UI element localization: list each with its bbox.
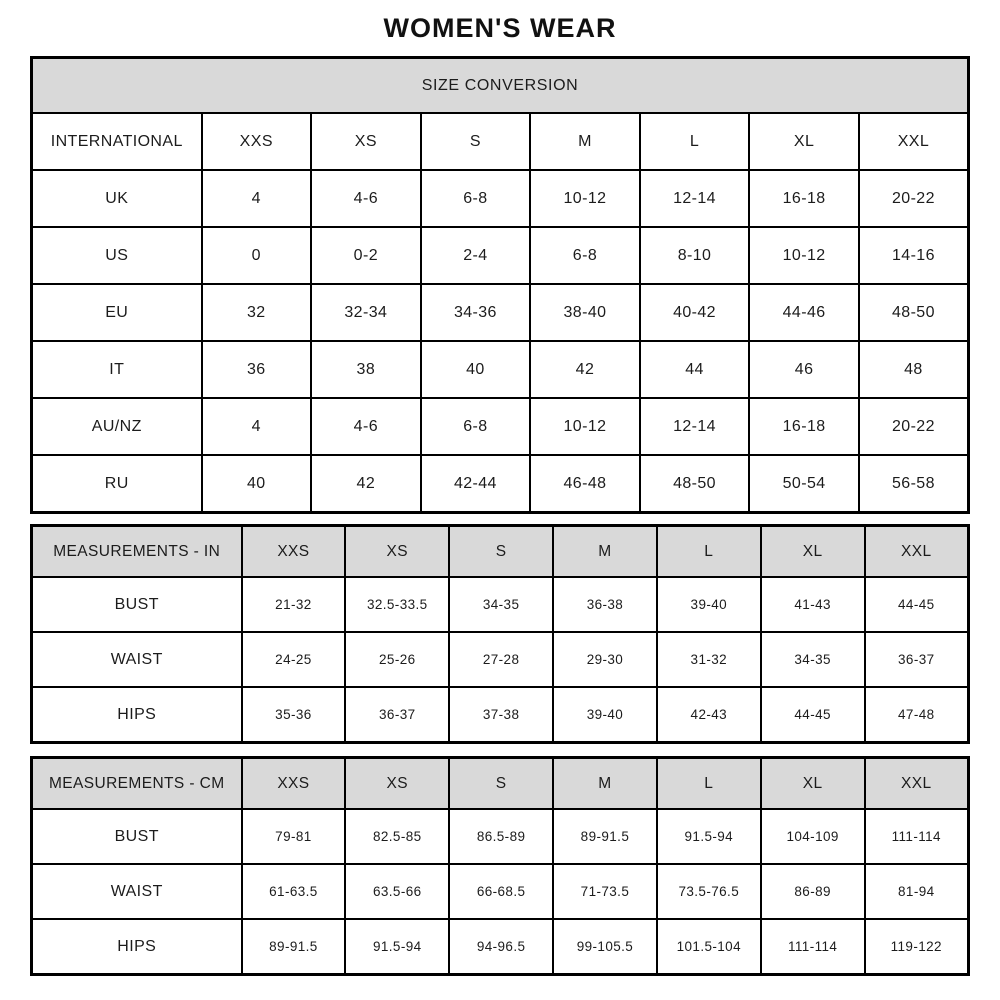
measurement-value: 99-105.5 xyxy=(553,919,657,975)
measurement-value: 29-30 xyxy=(553,632,657,687)
measurement-value: 34-35 xyxy=(761,632,865,687)
measurements-title: MEASUREMENTS - IN xyxy=(32,526,242,578)
measurements-cm-body xyxy=(32,758,969,975)
measurement-value: 61-63.5 xyxy=(242,864,346,919)
size-value: 8-10 xyxy=(640,227,750,284)
size-column-header: XXS xyxy=(242,526,346,578)
measurement-value: 37-38 xyxy=(449,687,553,743)
size-column-header: XXS xyxy=(242,758,346,810)
measurements-header-row xyxy=(32,758,969,810)
size-value: 46 xyxy=(749,341,859,398)
measurement-value: 24-25 xyxy=(242,632,346,687)
measurement-value: 39-40 xyxy=(553,687,657,743)
size-value: 44-46 xyxy=(749,284,859,341)
measurement-value: 63.5-66 xyxy=(345,864,449,919)
measurement-value: 36-38 xyxy=(553,577,657,632)
size-column-header: L xyxy=(657,758,761,810)
size-value: 42-44 xyxy=(421,455,531,513)
measurement-value: 86-89 xyxy=(761,864,865,919)
measurement-value: 47-48 xyxy=(865,687,969,743)
size-conversion-title-row xyxy=(32,58,969,114)
size-value: 10-12 xyxy=(530,170,640,227)
size-conversion-body xyxy=(32,113,969,513)
size-value: 12-14 xyxy=(640,398,750,455)
measurement-value: 31-32 xyxy=(657,632,761,687)
size-column-header: S xyxy=(449,758,553,810)
size-value: 6-8 xyxy=(421,170,531,227)
size-value: 32 xyxy=(202,284,312,341)
size-column-header: XXL xyxy=(859,113,969,170)
size-value: 0-2 xyxy=(311,227,421,284)
measurement-value: 82.5-85 xyxy=(345,809,449,864)
measurement-row xyxy=(32,632,969,687)
size-value: 44 xyxy=(640,341,750,398)
measurement-value: 91.5-94 xyxy=(345,919,449,975)
measurement-value: 111-114 xyxy=(865,809,969,864)
region-label: UK xyxy=(32,170,202,227)
measurement-value: 71-73.5 xyxy=(553,864,657,919)
size-column-header: L xyxy=(640,113,750,170)
measurement-value: 89-91.5 xyxy=(553,809,657,864)
size-column-header: XL xyxy=(761,758,865,810)
size-value: 20-22 xyxy=(859,170,969,227)
measurement-value: 94-96.5 xyxy=(449,919,553,975)
size-column-header: XS xyxy=(311,113,421,170)
size-value: 12-14 xyxy=(640,170,750,227)
measurements-title: MEASUREMENTS - CM xyxy=(32,758,242,810)
size-value: 56-58 xyxy=(859,455,969,513)
size-conversion-table xyxy=(30,56,970,514)
measurements-header-row xyxy=(32,526,969,578)
size-conversion-row xyxy=(32,284,969,341)
size-value: 38 xyxy=(311,341,421,398)
size-column-header: XS xyxy=(345,526,449,578)
measurement-value: 104-109 xyxy=(761,809,865,864)
size-value: 46-48 xyxy=(530,455,640,513)
measurement-value: 25-26 xyxy=(345,632,449,687)
measurement-value: 91.5-94 xyxy=(657,809,761,864)
measurement-value: 119-122 xyxy=(865,919,969,975)
size-column-header: M xyxy=(553,758,657,810)
measurement-value: 21-32 xyxy=(242,577,346,632)
size-conversion-title: SIZE CONVERSION xyxy=(32,58,969,114)
size-value: 50-54 xyxy=(749,455,859,513)
size-value: 6-8 xyxy=(421,398,531,455)
size-value: 38-40 xyxy=(530,284,640,341)
measurement-label: HIPS xyxy=(32,919,242,975)
size-column-header: XL xyxy=(761,526,865,578)
measurement-value: 44-45 xyxy=(865,577,969,632)
measurements-in-body xyxy=(32,526,969,743)
size-value: 40-42 xyxy=(640,284,750,341)
size-column-header-row xyxy=(32,113,969,170)
size-conversion-row xyxy=(32,455,969,513)
size-value: 48-50 xyxy=(859,284,969,341)
size-conversion-row xyxy=(32,227,969,284)
measurement-label: BUST xyxy=(32,577,242,632)
measurement-row xyxy=(32,919,969,975)
size-column-header: XXS xyxy=(202,113,312,170)
page-title: WOMEN'S WEAR xyxy=(383,13,617,43)
region-label: RU xyxy=(32,455,202,513)
size-value: 4 xyxy=(202,398,312,455)
size-value: 48-50 xyxy=(640,455,750,513)
size-value: 16-18 xyxy=(749,170,859,227)
measurement-value: 34-35 xyxy=(449,577,553,632)
measurement-value: 39-40 xyxy=(657,577,761,632)
measurement-value: 36-37 xyxy=(865,632,969,687)
size-value: 42 xyxy=(530,341,640,398)
measurement-value: 44-45 xyxy=(761,687,865,743)
region-label: US xyxy=(32,227,202,284)
size-column-header: XS xyxy=(345,758,449,810)
measurement-value: 86.5-89 xyxy=(449,809,553,864)
measurement-value: 27-28 xyxy=(449,632,553,687)
measurement-value: 41-43 xyxy=(761,577,865,632)
size-value: 40 xyxy=(421,341,531,398)
size-conversion-row xyxy=(32,170,969,227)
measurement-value: 101.5-104 xyxy=(657,919,761,975)
measurement-row xyxy=(32,577,969,632)
measurement-value: 32.5-33.5 xyxy=(345,577,449,632)
measurement-value: 111-114 xyxy=(761,919,865,975)
region-label: IT xyxy=(32,341,202,398)
size-value: 36 xyxy=(202,341,312,398)
size-column-header: XL xyxy=(749,113,859,170)
size-conversion-row xyxy=(32,341,969,398)
measurement-value: 73.5-76.5 xyxy=(657,864,761,919)
measurement-value: 89-91.5 xyxy=(242,919,346,975)
size-column-header: XXL xyxy=(865,758,969,810)
size-column-header: S xyxy=(421,113,531,170)
measurement-label: HIPS xyxy=(32,687,242,743)
size-value: 10-12 xyxy=(530,398,640,455)
measurement-row xyxy=(32,809,969,864)
size-value: 40 xyxy=(202,455,312,513)
measurement-row xyxy=(32,687,969,743)
measurement-value: 81-94 xyxy=(865,864,969,919)
measurements-cm-table xyxy=(30,756,970,976)
size-value: 6-8 xyxy=(530,227,640,284)
size-column-header: S xyxy=(449,526,553,578)
measurement-value: 42-43 xyxy=(657,687,761,743)
size-column-header: M xyxy=(530,113,640,170)
size-value: 32-34 xyxy=(311,284,421,341)
measurement-value: 36-37 xyxy=(345,687,449,743)
size-value: 16-18 xyxy=(749,398,859,455)
size-conversion-row xyxy=(32,398,969,455)
size-value: 48 xyxy=(859,341,969,398)
measurement-value: 35-36 xyxy=(242,687,346,743)
size-value: 10-12 xyxy=(749,227,859,284)
measurement-label: WAIST xyxy=(32,864,242,919)
measurement-row xyxy=(32,864,969,919)
size-value: 0 xyxy=(202,227,312,284)
size-value: 4-6 xyxy=(311,170,421,227)
size-column-header: M xyxy=(553,526,657,578)
measurement-label: WAIST xyxy=(32,632,242,687)
measurement-label: BUST xyxy=(32,809,242,864)
region-label: AU/NZ xyxy=(32,398,202,455)
size-value: 14-16 xyxy=(859,227,969,284)
size-value: 42 xyxy=(311,455,421,513)
size-value: 4-6 xyxy=(311,398,421,455)
size-column-header: XXL xyxy=(865,526,969,578)
region-label: EU xyxy=(32,284,202,341)
measurement-value: 66-68.5 xyxy=(449,864,553,919)
size-value: 2-4 xyxy=(421,227,531,284)
size-value: 34-36 xyxy=(421,284,531,341)
size-value: 20-22 xyxy=(859,398,969,455)
size-value: 4 xyxy=(202,170,312,227)
measurement-value: 79-81 xyxy=(242,809,346,864)
measurements-in-table xyxy=(30,524,970,744)
international-column-header: INTERNATIONAL xyxy=(32,113,202,170)
size-column-header: L xyxy=(657,526,761,578)
